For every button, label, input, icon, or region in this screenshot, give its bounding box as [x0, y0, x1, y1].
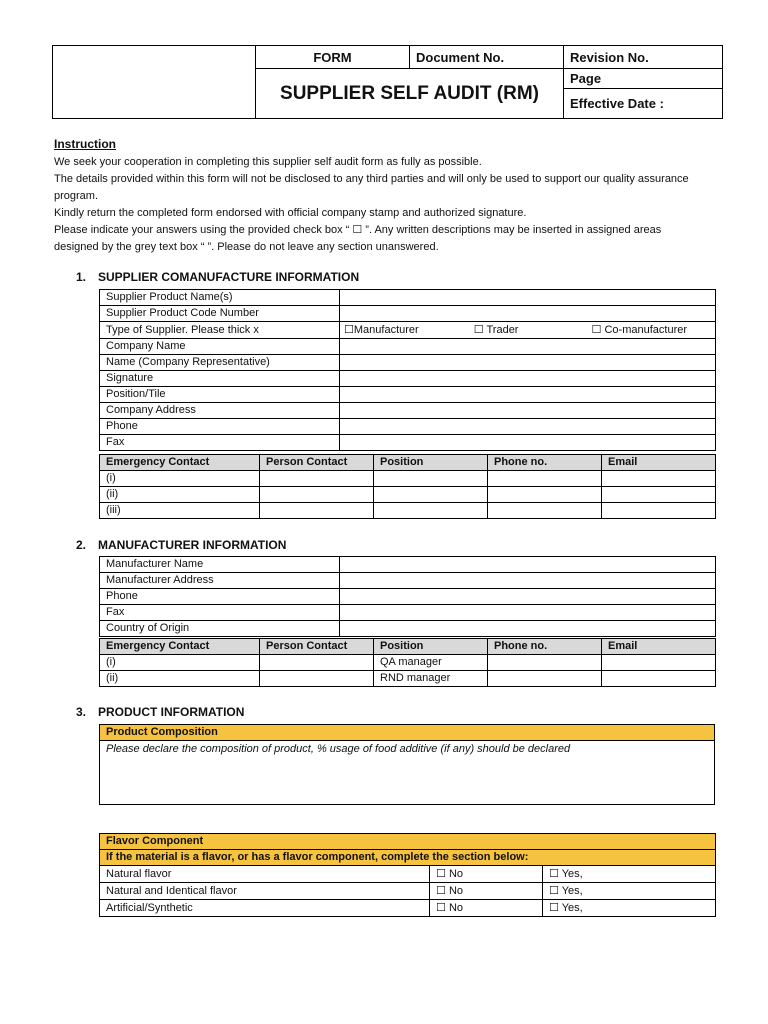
cell-input[interactable] — [488, 671, 602, 687]
field-label: Supplier Product Code Number — [100, 306, 340, 322]
composition-note: Please declare the composition of product, % usage of food additive (if any) should be declared — [106, 743, 571, 755]
cell-input[interactable] — [260, 655, 374, 671]
flavor-title: Flavor Component — [100, 834, 716, 850]
manufacturer-option[interactable] — [344, 324, 419, 336]
instruction-text — [54, 154, 716, 256]
option-label: Yes, — [561, 868, 583, 880]
cell-input[interactable] — [602, 655, 716, 671]
manufacturer-contact-table — [99, 638, 716, 687]
page-label: Page — [564, 69, 723, 89]
supplier-type-options — [340, 322, 716, 339]
instruction-line: Please indicate your answers using the provided check box “ ☐ ”. Any written descriptions may be inserted in assigned areas — [54, 224, 662, 236]
option-label: Co-manufacturer — [604, 324, 688, 336]
checkbox-icon[interactable]: ☐ — [436, 867, 446, 880]
option-label: No — [448, 902, 463, 914]
no-option[interactable] — [430, 866, 543, 883]
field-label: Supplier Product Name(s) — [100, 290, 340, 306]
flavor-label: Natural and Identical flavor — [100, 883, 430, 900]
option-label: No — [448, 885, 463, 897]
signature-input[interactable] — [340, 371, 716, 387]
form-title: SUPPLIER SELF AUDIT (RM) — [256, 69, 564, 119]
fax-input[interactable] — [340, 435, 716, 451]
checkbox-icon[interactable]: ☐ — [344, 323, 354, 336]
instruction-line: designed by the grey text box “ ”. Please do not leave any section unanswered. — [54, 241, 439, 253]
composition-title: Product Composition — [100, 725, 715, 741]
form-header — [52, 45, 723, 119]
instruction-line: The details provided within this form will not be disclosed to any third parties and will only be used to support our quality assurance — [54, 173, 689, 185]
flavor-label: Natural flavor — [100, 866, 430, 883]
field-label: Position/Tile — [100, 387, 340, 403]
instruction-line: We seek your cooperation in completing this supplier self audit form as fully as possible. — [54, 156, 482, 168]
representative-input[interactable] — [340, 355, 716, 371]
field-label: Type of Supplier. Please thick x — [100, 322, 340, 339]
section-1-heading — [76, 270, 359, 284]
no-option[interactable] — [430, 883, 543, 900]
section-title: PRODUCT INFORMATION — [98, 705, 245, 719]
cell-input[interactable] — [260, 671, 374, 687]
table-row — [100, 671, 716, 687]
instruction-line: program. — [54, 190, 99, 202]
cell-input[interactable] — [260, 487, 374, 503]
cell-input[interactable] — [602, 471, 716, 487]
cell-input[interactable] — [602, 671, 716, 687]
cell-input[interactable] — [488, 503, 602, 519]
section-title: MANUFACTURER INFORMATION — [98, 538, 287, 552]
emergency-contact-table — [99, 454, 716, 519]
field-label: Company Address — [100, 403, 340, 419]
origin-input[interactable] — [340, 621, 716, 637]
cell-input[interactable] — [488, 655, 602, 671]
section-number: 3. — [76, 705, 87, 719]
cell-input[interactable] — [374, 471, 488, 487]
column-header: Phone no. — [488, 639, 602, 655]
position-value: QA manager — [374, 655, 488, 671]
phone-input[interactable] — [340, 589, 716, 605]
checkbox-icon[interactable]: ☐ — [549, 884, 559, 897]
column-header: Email — [602, 455, 716, 471]
yes-option[interactable] — [543, 866, 716, 883]
section-number: 2. — [76, 538, 87, 552]
fax-input[interactable] — [340, 605, 716, 621]
column-header: Emergency Contact — [100, 455, 260, 471]
position-value: RND manager — [374, 671, 488, 687]
manufacturer-name-input[interactable] — [340, 557, 716, 573]
product-name-input[interactable] — [340, 290, 716, 306]
checkbox-icon[interactable]: ☐ — [549, 901, 559, 914]
section-title: SUPPLIER COMANUFACTURE INFORMATION — [98, 270, 360, 284]
column-header: Position — [374, 639, 488, 655]
company-name-input[interactable] — [340, 339, 716, 355]
cell-input[interactable] — [260, 503, 374, 519]
field-label: Signature — [100, 371, 340, 387]
checkbox-icon[interactable]: ☐ — [473, 323, 484, 336]
field-label: Fax — [100, 605, 340, 621]
column-header: Email — [602, 639, 716, 655]
address-input[interactable] — [340, 403, 716, 419]
no-option[interactable] — [430, 900, 543, 917]
revision-no-label: Revision No. — [564, 46, 723, 69]
composition-input[interactable] — [100, 741, 715, 805]
checkbox-icon[interactable]: ☐ — [436, 901, 446, 914]
field-label: Company Name — [100, 339, 340, 355]
supplier-info-table — [99, 289, 716, 451]
cell-input[interactable] — [260, 471, 374, 487]
row-label: (i) — [100, 471, 260, 487]
cell-input[interactable] — [488, 471, 602, 487]
phone-input[interactable] — [340, 419, 716, 435]
table-row — [100, 655, 716, 671]
table-row — [100, 883, 716, 900]
column-header: Person Contact — [260, 639, 374, 655]
product-code-input[interactable] — [340, 306, 716, 322]
field-label: Manufacturer Address — [100, 573, 340, 589]
product-composition-table — [99, 724, 715, 805]
trader-option[interactable] — [474, 324, 519, 336]
table-row — [100, 866, 716, 883]
field-label: Name (Company Representative) — [100, 355, 340, 371]
section-3-heading — [76, 705, 244, 719]
row-label: (i) — [100, 655, 260, 671]
column-header: Position — [374, 455, 488, 471]
comanufacturer-option[interactable] — [592, 324, 687, 336]
table-row — [100, 471, 716, 487]
cell-input[interactable] — [374, 503, 488, 519]
field-label: Manufacturer Name — [100, 557, 340, 573]
section-2-heading — [76, 538, 286, 552]
row-label: (ii) — [100, 671, 260, 687]
effective-date-label: Effective Date : — [564, 89, 723, 119]
manufacturer-info-table — [99, 556, 716, 637]
option-label: Yes, — [561, 902, 583, 914]
column-header: Emergency Contact — [100, 639, 260, 655]
checkbox-icon[interactable]: ☐ — [436, 884, 446, 897]
cell-input[interactable] — [374, 487, 488, 503]
option-label: Yes, — [561, 885, 583, 897]
checkbox-icon[interactable]: ☐ — [549, 867, 559, 880]
cell-input[interactable] — [602, 487, 716, 503]
manufacturer-address-input[interactable] — [340, 573, 716, 589]
table-row — [100, 487, 716, 503]
instruction-line: Kindly return the completed form endorsed with official company stamp and authorized signature. — [54, 207, 527, 219]
table-row — [100, 503, 716, 519]
field-label: Phone — [100, 589, 340, 605]
form-label: FORM — [256, 46, 410, 69]
flavor-component-table — [99, 833, 716, 917]
column-header: Person Contact — [260, 455, 374, 471]
option-label: Manufacturer — [353, 324, 419, 336]
field-label: Phone — [100, 419, 340, 435]
section-number: 1. — [76, 270, 87, 284]
flavor-label: Artificial/Synthetic — [100, 900, 430, 917]
checkbox-icon[interactable]: ☐ — [591, 323, 602, 336]
position-input[interactable] — [340, 387, 716, 403]
field-label: Country of Origin — [100, 621, 340, 637]
option-label: No — [448, 868, 463, 880]
logo-area — [53, 46, 256, 119]
instruction-heading: Instruction — [54, 137, 116, 151]
row-label: (ii) — [100, 487, 260, 503]
cell-input[interactable] — [488, 487, 602, 503]
yes-option[interactable] — [543, 883, 716, 900]
flavor-instruction: If the material is a flavor, or has a flavor component, complete the section below: — [100, 850, 716, 866]
option-label: Trader — [486, 324, 519, 336]
column-header: Phone no. — [488, 455, 602, 471]
table-row — [100, 900, 716, 917]
row-label: (iii) — [100, 503, 260, 519]
document-no-label: Document No. — [410, 46, 564, 69]
yes-option[interactable] — [543, 900, 716, 917]
field-label: Fax — [100, 435, 340, 451]
cell-input[interactable] — [602, 503, 716, 519]
